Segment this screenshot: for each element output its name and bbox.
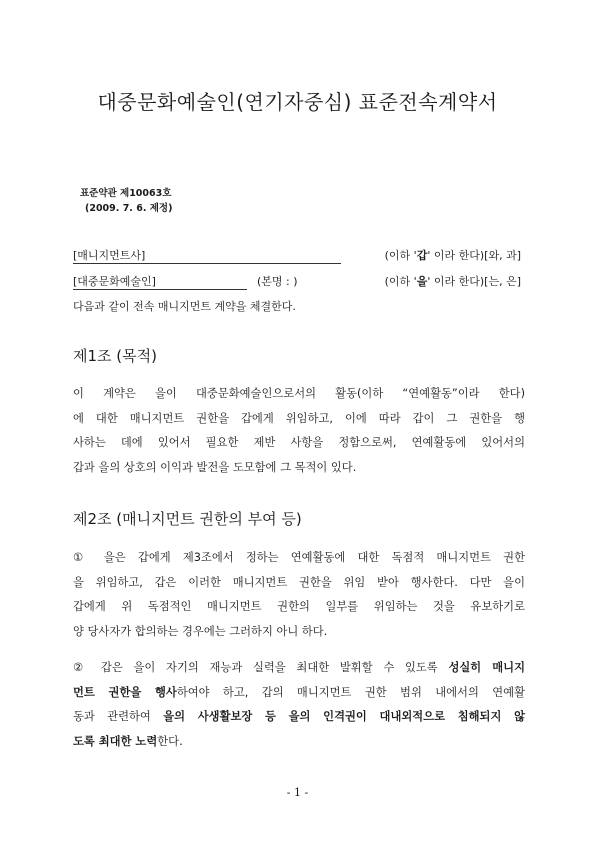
bold-text-run: 성실히 매니지 [448, 661, 525, 674]
text-run: 하여야 하고, 갑의 매니지먼트 권한 범위 내에서의 연예활 [176, 685, 525, 699]
party-artist-realname: (본명 : ) [257, 275, 298, 288]
party-artist-alias [385, 273, 521, 289]
bold-text-run: 먼트 권한을 행사 [73, 685, 177, 699]
document-title: 대중문화예술인(연기자중심) 표준전속계약서 [97, 90, 498, 114]
article1-line: 이 계약은 을이 대중문화예술인으로서의 활동(이하 “연예활동”이라 한다) [73, 387, 525, 400]
bold-text-run: 도록 최대한 노력 [73, 734, 158, 748]
alias-prefix: (이하 ' [384, 275, 417, 288]
contract-statement: 다음과 같이 전속 매니지먼트 계약을 체결한다. [73, 300, 296, 313]
article1-line: 에 대한 매니지먼트 권한을 갑에게 위임하고, 이에 따라 갑이 그 권한을 행 [73, 411, 525, 425]
party-management-field [73, 247, 341, 264]
party-line-management [73, 247, 521, 264]
article1-line: 사하는 데에 있어서 필요한 제반 사항을 정함으로써, 연예활동에 있어서의 [73, 436, 525, 449]
text-run: ② 갑은 을이 자기의 재능과 실력을 최대한 발휘할 수 있도록 [73, 661, 449, 674]
article2-paragraph2 [73, 656, 525, 754]
clause-date: (2009. 7. 6. 제정) [85, 203, 173, 214]
party-management-label: [매니지먼트사] [73, 249, 146, 262]
alias-prefix: (이하 ' [384, 249, 417, 262]
article2-line [73, 730, 525, 755]
article2-line [73, 705, 525, 730]
article2-line [73, 656, 525, 681]
text-run: 한다. [157, 734, 183, 748]
alias-gap: 갑 [416, 249, 428, 262]
party-management-alias [385, 247, 521, 263]
page-number: - 1 - [286, 786, 309, 799]
clause-number: 표준약관 제10063호 [80, 188, 172, 199]
alias-suffix: ' 이라 한다)[는, 은] [427, 275, 521, 288]
bold-text-run: 을의 사생활보장 등 을의 인격권이 대내외적으로 침해되지 않 [163, 710, 525, 723]
article2-line: 갑에게 위 독점적인 매니지먼트 권한의 일부를 위임하는 것을 유보하기로 [73, 600, 525, 613]
article1-heading: 제1조 (목적) [73, 347, 157, 365]
article1-body [73, 382, 525, 480]
article2-line: 양 당사자가 합의하는 경우에는 그러하지 아니 하다. [73, 624, 328, 638]
party-line-artist [73, 273, 521, 290]
text-run: 동과 관련하여 [73, 710, 164, 723]
article2-paragraph1 [73, 546, 525, 644]
article2-heading: 제2조 (매니지먼트 권한의 부여 등) [73, 510, 302, 528]
article1-line: 갑과 을의 상호의 이익과 발전을 도모함에 그 목적이 있다. [73, 460, 357, 474]
article2-line [73, 681, 525, 706]
party-artist-label: [대중문화예술인] [73, 275, 156, 288]
article2-line: 을 위임하고, 갑은 이러한 매니지먼트 권한을 위임 받아 행사한다. 다만 을이 [73, 575, 525, 589]
alias-eul: 을 [416, 275, 428, 288]
party-artist-field [73, 273, 247, 290]
article2-line: ① 을은 갑에게 제3조에서 정하는 연예활동에 대한 독점적 매니지먼트 권한 [73, 551, 525, 564]
alias-suffix: ' 이라 한다)[와, 과] [427, 249, 521, 262]
